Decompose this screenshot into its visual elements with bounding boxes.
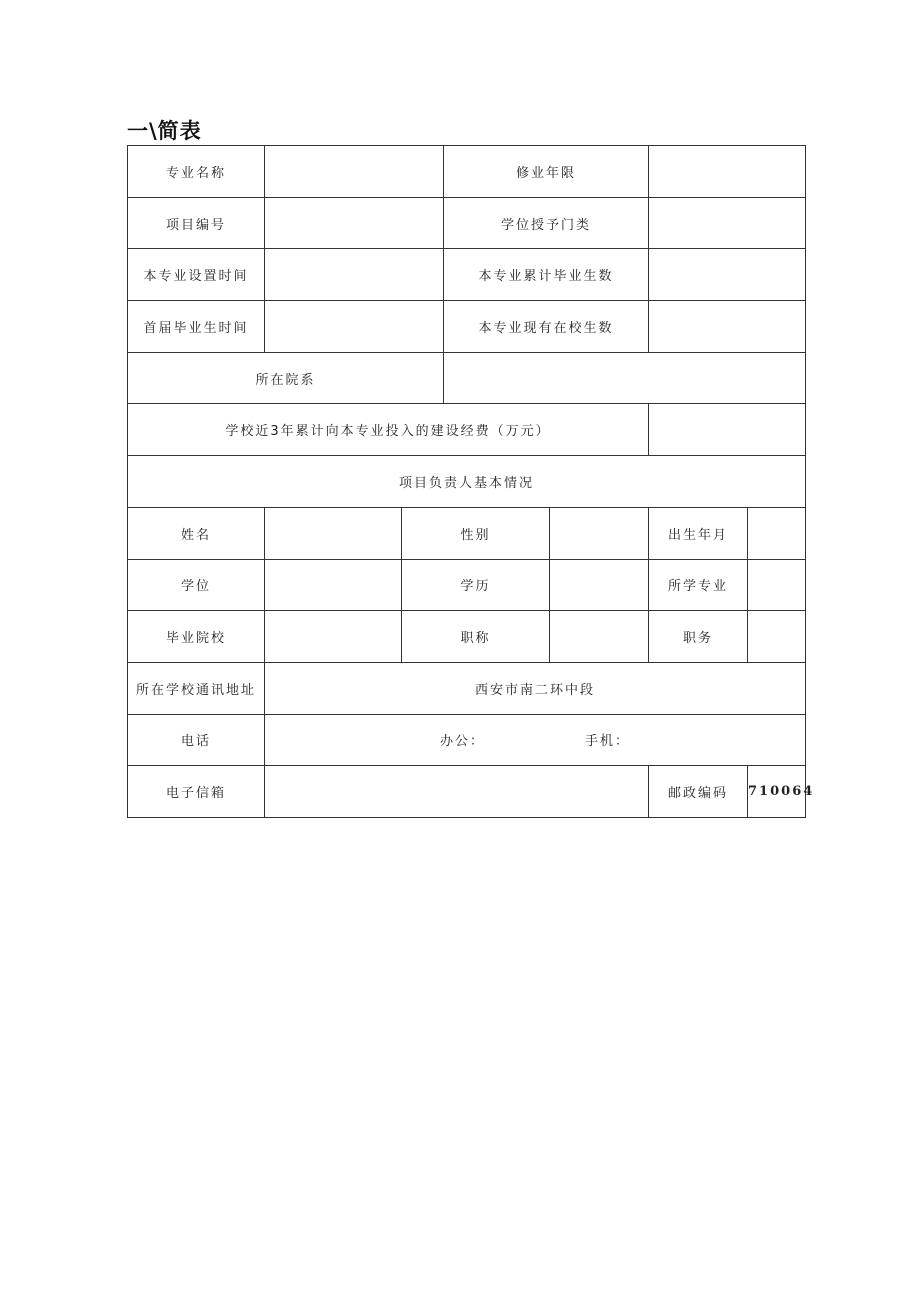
row-project-no	[128, 197, 806, 249]
row-name	[128, 507, 806, 559]
mobile-phone-label: 手机：	[585, 734, 631, 750]
current-students-field[interactable]	[649, 301, 806, 353]
major-name-field[interactable]	[265, 146, 444, 198]
total-graduates-label: 本专业累计毕业生数	[444, 249, 649, 301]
study-years-label: 修业年限	[444, 146, 649, 198]
position-field[interactable]	[748, 611, 806, 663]
email-field[interactable]	[265, 766, 649, 818]
department-label: 所在院系	[128, 352, 444, 404]
name-label: 姓名	[128, 507, 265, 559]
degree-field[interactable]	[265, 559, 402, 611]
row-degree	[128, 559, 806, 611]
row-phone	[128, 714, 806, 766]
address-value[interactable]: 西安市南二环中段	[265, 662, 806, 714]
first-graduation-label: 首届毕业生时间	[128, 301, 265, 353]
phone-field[interactable]	[265, 714, 806, 766]
birth-field[interactable]	[748, 507, 806, 559]
total-graduates-field[interactable]	[649, 249, 806, 301]
title-field[interactable]	[550, 611, 649, 663]
first-graduation-field[interactable]	[265, 301, 444, 353]
row-leader-header	[128, 456, 806, 508]
studied-major-label: 所学专业	[649, 559, 748, 611]
office-phone-label: 办公：	[439, 734, 485, 750]
gender-field[interactable]	[550, 507, 649, 559]
row-setup-time	[128, 249, 806, 301]
graduate-school-field[interactable]	[265, 611, 402, 663]
summary-form-table	[127, 145, 815, 818]
department-field[interactable]	[444, 352, 806, 404]
leader-header: 项目负责人基本情况	[128, 456, 806, 508]
row-first-graduation	[128, 301, 806, 353]
funding-field[interactable]	[649, 404, 806, 456]
title-label: 职称	[402, 611, 550, 663]
education-label: 学历	[402, 559, 550, 611]
project-no-field[interactable]	[265, 197, 444, 249]
education-field[interactable]	[550, 559, 649, 611]
setup-time-label: 本专业设置时间	[128, 249, 265, 301]
project-no-label: 项目编号	[128, 197, 265, 249]
row-email	[128, 766, 806, 818]
position-label: 职务	[649, 611, 748, 663]
row-major-name	[128, 146, 806, 198]
funding-label: 学校近3年累计向本专业投入的建设经费（万元）	[128, 404, 649, 456]
row-funding	[128, 404, 806, 456]
postcode-value[interactable]: 710064	[748, 766, 806, 818]
email-label: 电子信箱	[128, 766, 265, 818]
studied-major-field[interactable]	[748, 559, 806, 611]
birth-label: 出生年月	[649, 507, 748, 559]
major-name-label: 专业名称	[128, 146, 265, 198]
degree-category-field[interactable]	[649, 197, 806, 249]
row-address	[128, 662, 806, 714]
phone-label: 电话	[128, 714, 265, 766]
postcode-label: 邮政编码	[649, 766, 748, 818]
study-years-field[interactable]	[649, 146, 806, 198]
degree-label: 学位	[128, 559, 265, 611]
degree-category-label: 学位授予门类	[444, 197, 649, 249]
name-field[interactable]	[265, 507, 402, 559]
section-title: 一\简表	[127, 119, 202, 143]
current-students-label: 本专业现有在校生数	[444, 301, 649, 353]
address-label: 所在学校通讯地址	[128, 662, 265, 714]
row-department	[128, 352, 806, 404]
gender-label: 性别	[402, 507, 550, 559]
setup-time-field[interactable]	[265, 249, 444, 301]
row-graduate-school	[128, 611, 806, 663]
graduate-school-label: 毕业院校	[128, 611, 265, 663]
